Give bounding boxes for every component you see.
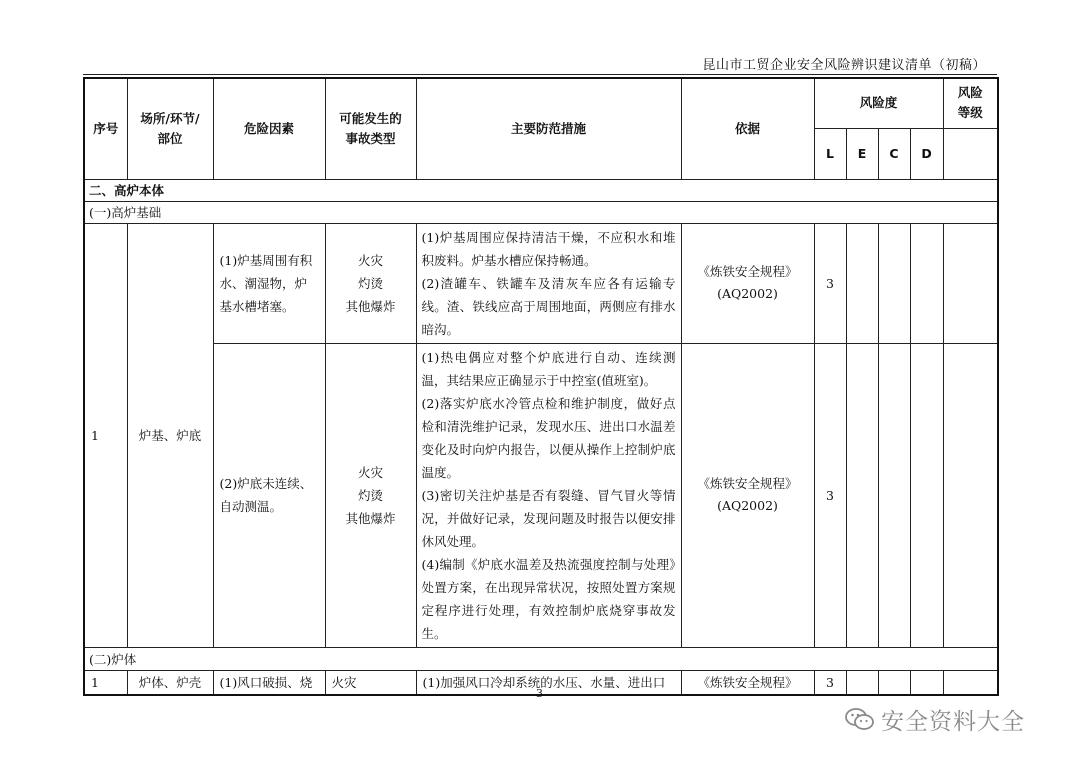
hazard-cell: (2)炉底未连续、自动测温。 <box>213 343 325 647</box>
accident-type: 灼烫 <box>357 487 383 503</box>
subsection-row-2 <box>84 647 998 670</box>
accident-type: 火灾 <box>357 252 383 268</box>
col-header-E: E <box>846 128 878 179</box>
basis-cell: 《炼铁安全规程》 <box>681 670 814 695</box>
row-seq: 1 <box>84 223 127 647</box>
measure-item: (1)炉基周围应保持清洁干燥，不应积水和堆积废料。炉基水槽应保持畅通。 <box>421 229 676 268</box>
basis-code: (AQ2002) <box>717 498 778 513</box>
accident-type: 灼烫 <box>357 275 383 291</box>
accident-cell <box>325 343 416 647</box>
basis-title: 《炼铁安全规程》 <box>697 264 798 279</box>
basis-cell <box>681 343 814 647</box>
risk-level-value <box>943 343 998 647</box>
D-value <box>910 343 943 647</box>
header-row-1 <box>84 78 998 128</box>
col-header-risk-level <box>943 78 998 128</box>
L-value: 3 <box>814 223 846 343</box>
L-value: 3 <box>814 343 846 647</box>
C-value <box>878 343 910 647</box>
col-header-accident-text: 可能发生的事故类型 <box>339 110 402 146</box>
measures-cell: (1)加强风口冷却系统的水压、水量、进出口 <box>416 670 681 695</box>
col-header-risk-degree: 风险度 <box>814 78 943 128</box>
risk-level-value <box>943 223 998 343</box>
E-value <box>846 670 878 695</box>
section-row-main <box>84 179 998 201</box>
col-header-measures: 主要防范措施 <box>416 78 681 179</box>
subsection-title-2: (二)炉体 <box>84 647 998 670</box>
watermark-text: 安全资料大全 <box>881 709 1025 735</box>
col-header-risk-level-blank <box>943 128 998 179</box>
basis-code: (AQ2002) <box>717 286 778 301</box>
table-row <box>84 343 998 647</box>
subsection-title-1: (一)高炉基础 <box>84 201 998 223</box>
hazard-cell: (1)风口破损、烧 <box>213 670 325 695</box>
E-value <box>846 223 878 343</box>
col-header-L: L <box>814 128 846 179</box>
hazard-cell: (1)炉基周围有积水、潮湿物，炉基水槽堵塞。 <box>213 223 325 343</box>
col-header-hazard: 危险因素 <box>213 78 325 179</box>
measure-item: (3)密切关注炉基是否有裂缝、冒气冒火等情况，并做好记录，发现问题及时报告以便安排休风处理。 <box>421 487 676 549</box>
header-rule <box>83 74 997 75</box>
col-header-location-text: 场所/环节/部位 <box>140 110 200 146</box>
row-location: 炉基、炉底 <box>127 223 213 647</box>
D-value <box>910 670 943 695</box>
E-value <box>846 343 878 647</box>
table-row <box>84 223 998 343</box>
accident-cell: 火灾 <box>325 670 416 695</box>
document-header-title: 昆山市工贸企业安全风险辨识建议清单（初稿） <box>702 58 986 73</box>
accident-type: 其他爆炸 <box>345 510 396 526</box>
col-header-seq: 序号 <box>84 78 127 179</box>
subsection-row-1 <box>84 201 998 223</box>
accident-type: 火灾 <box>357 464 383 480</box>
risk-table <box>83 77 999 696</box>
watermark <box>845 703 1025 739</box>
row-seq: 1 <box>84 670 127 695</box>
page-number: 3 <box>536 687 543 700</box>
col-header-location <box>127 78 213 179</box>
section-title: 二、高炉本体 <box>84 179 998 201</box>
wechat-icon <box>845 707 875 739</box>
col-header-accident <box>325 78 416 179</box>
measures-cell <box>416 223 681 343</box>
basis-title: 《炼铁安全规程》 <box>697 476 798 491</box>
measure-item: (1)热电偶应对整个炉底进行自动、连续测温，其结果应正确显示于中控室(值班室)。 <box>421 349 676 388</box>
measures-cell <box>416 343 681 647</box>
measure-item: (4)编制《炉底水温差及热流强度控制与处理》处置方案，在出现异常状况，按照处置方案规定程序进行处理，有效控制炉底烧穿事故发生。 <box>421 556 676 641</box>
col-header-C: C <box>878 128 910 179</box>
row-location: 炉体、炉壳 <box>127 670 213 695</box>
basis-cell <box>681 223 814 343</box>
measure-item: (2)渣罐车、铁罐车及清灰车应各有运输专线。渣、铁线应高于周围地面，两侧应有排水暗沟。 <box>421 275 676 337</box>
L-value: 3 <box>814 670 846 695</box>
col-header-basis: 依据 <box>681 78 814 179</box>
C-value <box>878 223 910 343</box>
col-header-D: D <box>910 128 943 179</box>
C-value <box>878 670 910 695</box>
accident-type: 其他爆炸 <box>345 298 396 314</box>
col-header-risk-level-text: 风险等级 <box>957 85 983 121</box>
D-value <box>910 223 943 343</box>
measure-item: (2)落实炉底水冷管点检和维护制度，做好点检和清洗维护记录，发现水压、进出口水温差变化及时向炉内报告，以便从操作上控制炉底温度。 <box>421 395 676 480</box>
risk-level-value <box>943 670 998 695</box>
accident-cell <box>325 223 416 343</box>
